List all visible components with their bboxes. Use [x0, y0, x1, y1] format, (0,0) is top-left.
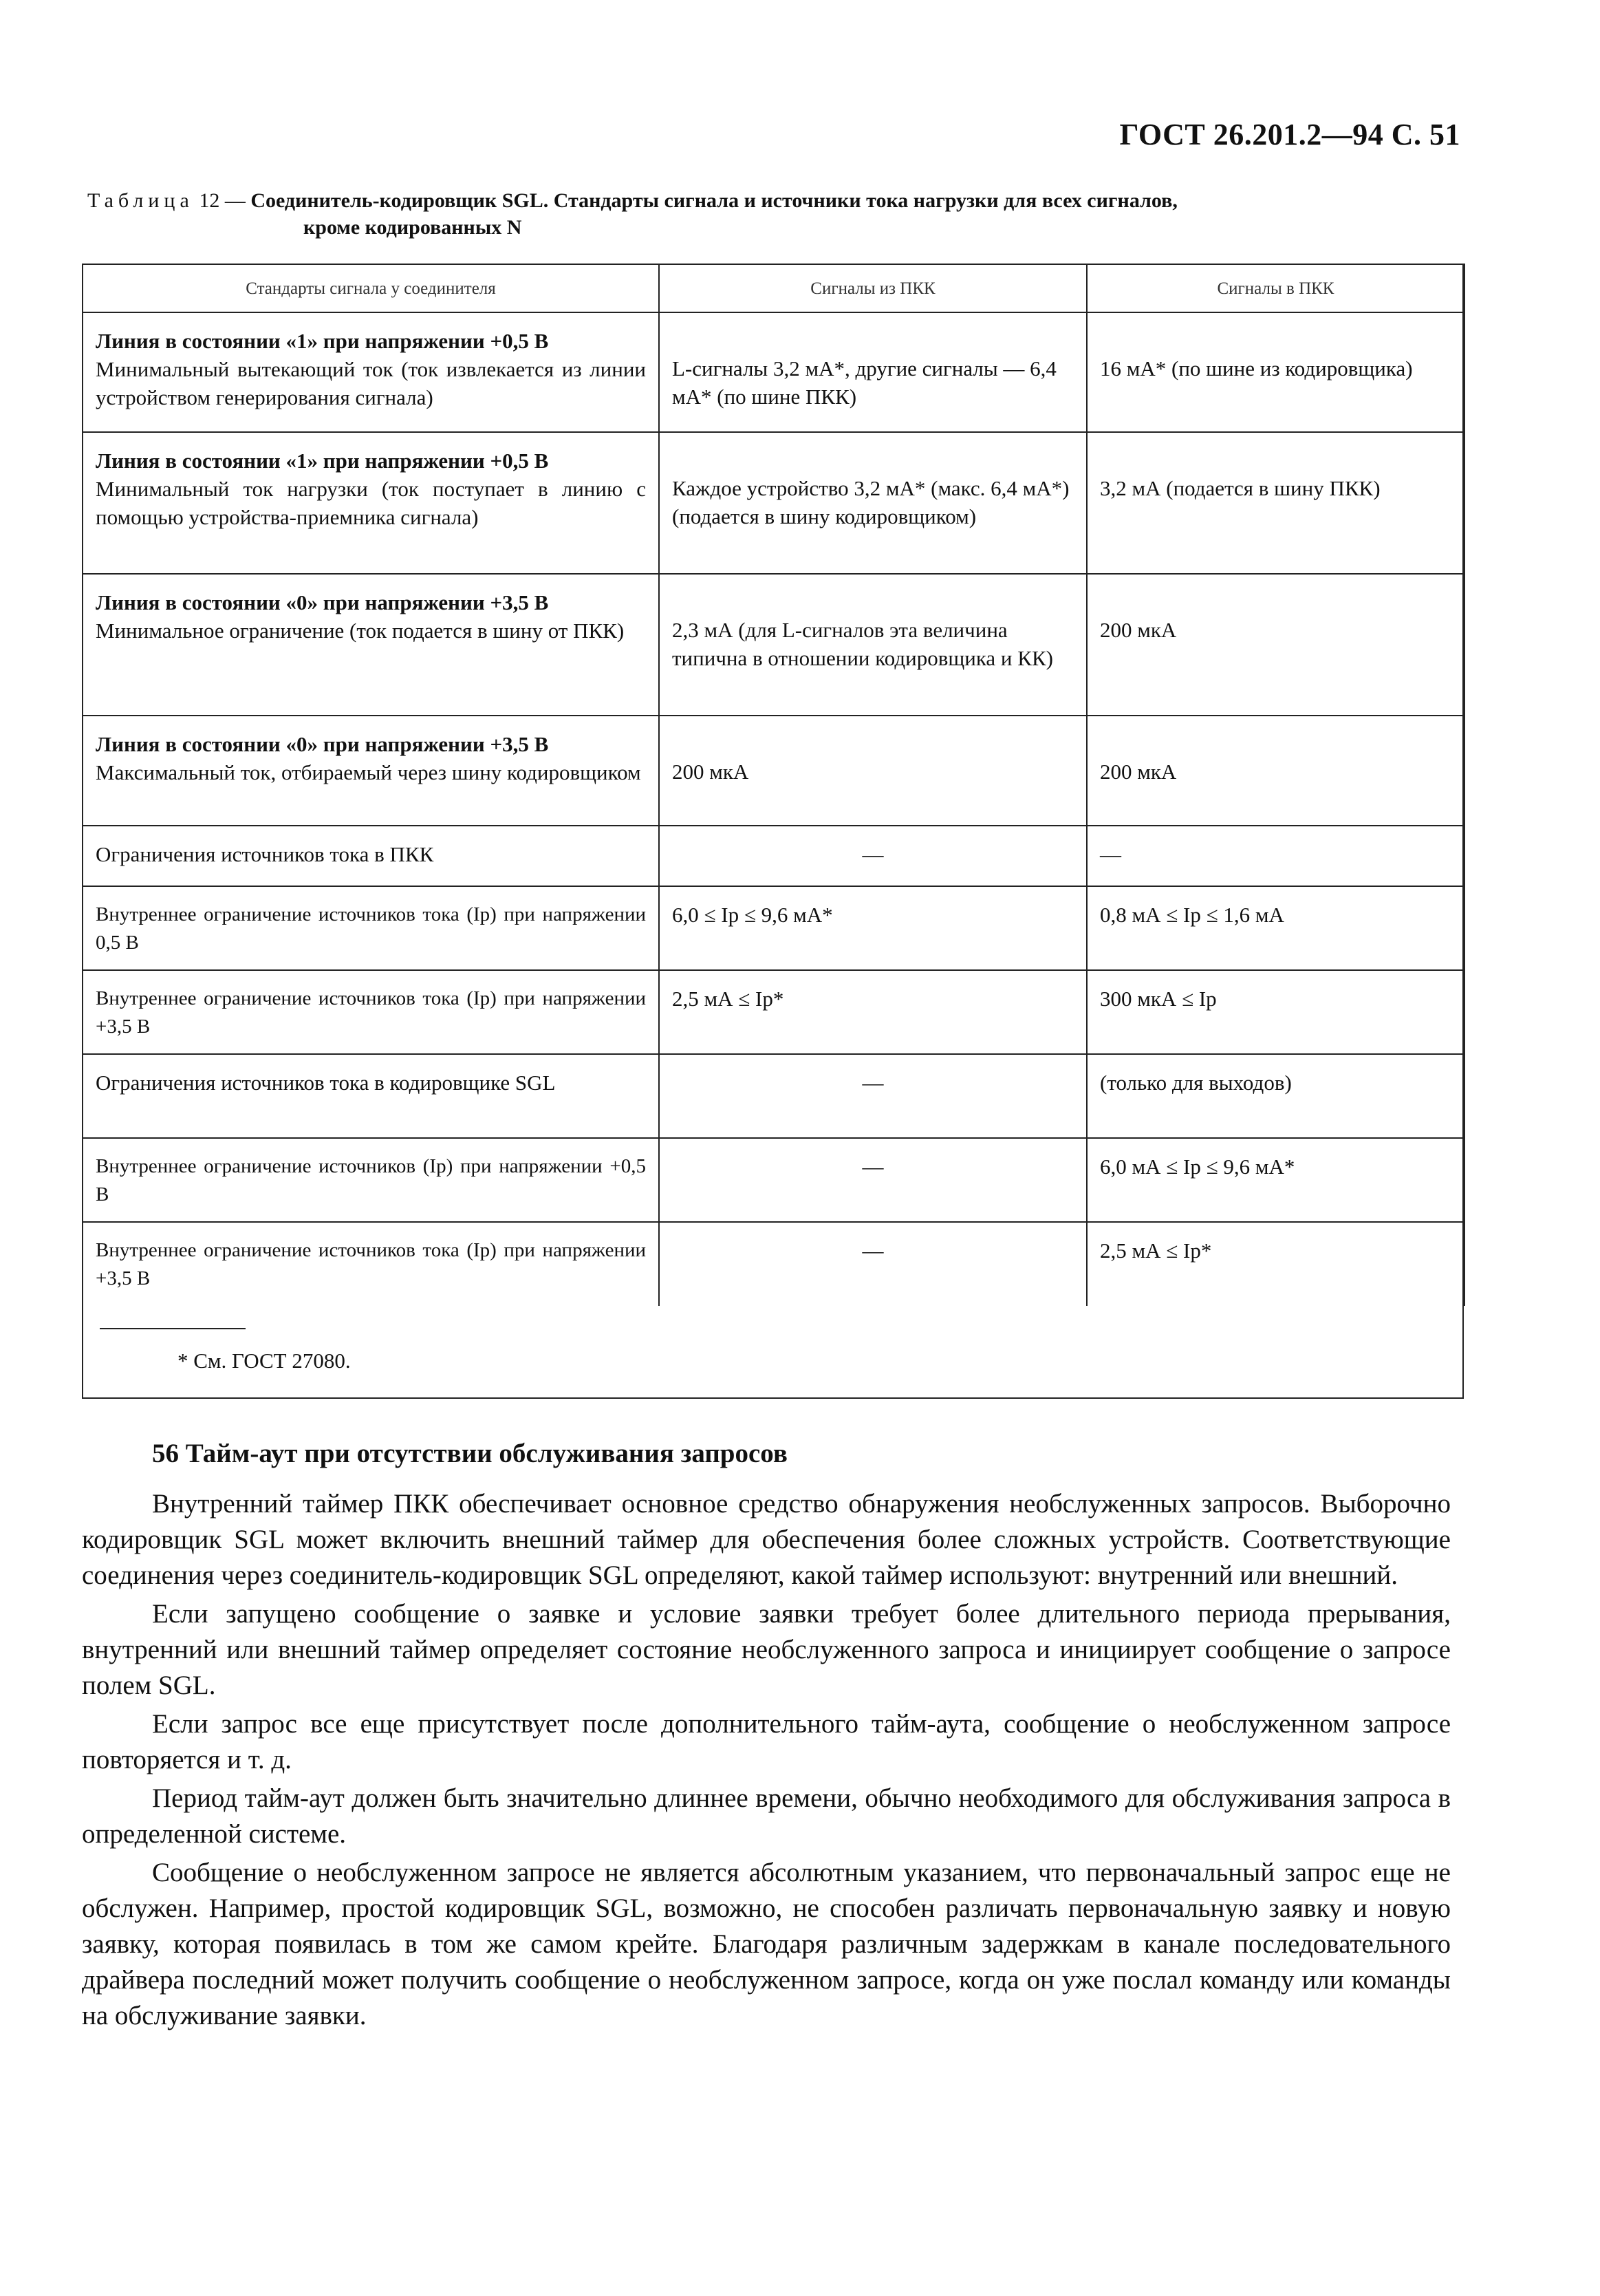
signal-table	[82, 264, 1465, 1306]
row-description: Минимальный ток нагрузки (ток поступает в линию с помощью устройства-приемника сигнала)	[96, 477, 646, 529]
row-description: Максимальный ток, отбираемый через шину кодировщиком	[96, 760, 641, 784]
page-header: ГОСТ 26.201.2—94 С. 51	[1119, 118, 1460, 151]
row-description: Ограничения источников тока в кодировщике SGL	[96, 1071, 556, 1095]
caption-title-line2: кроме кодированных N	[303, 216, 522, 239]
body-paragraph: Внутренний таймер ПКК обеспечивает основное средство обнаружения необслуженных запросов. Выборочно кодировщик SGL может включить внешний таймер для обеспечения более сложных устройств. Соответствующие соединения через соединитель-кодировщик SGL определяют, какой таймер используют: внутренний или внешний.	[82, 1489, 1451, 1590]
table-row	[83, 826, 1464, 886]
table-cell: —	[1087, 826, 1464, 886]
body-paragraph: Если запущено сообщение о заявке и условие заявки требует более длительного периода прерывания, внутренний или внешний таймер определяет состояние необслуженного запроса и инициирует сообщение о запросе полем SGL.	[82, 1599, 1451, 1700]
table-cell	[83, 574, 659, 716]
row-description: Минимальное ограничение (ток подается в шину от ПКК)	[96, 619, 625, 643]
table-row	[83, 886, 1464, 970]
table-row	[83, 1054, 1464, 1138]
table-cell: 6,0 ≤ Ip ≤ 9,6 мА*	[659, 886, 1087, 970]
table-cell	[83, 312, 659, 432]
table-frame	[82, 264, 1464, 1399]
table-cell: 2,5 мА ≤ Ip*	[659, 970, 1087, 1054]
table-cell: —	[659, 1222, 1087, 1306]
body-paragraph: Если запрос все еще присутствует после дополнительного тайм-аута, сообщение о необслуженном запросе повторяется и т. д.	[82, 1709, 1451, 1774]
row-description: Внутреннее ограничение источников тока (Ip) при напряжении 0,5 В	[96, 903, 646, 954]
table-cell: —	[659, 1138, 1087, 1222]
table-cell	[83, 970, 659, 1054]
row-description: Ограничения источников тока в ПКК	[96, 842, 434, 866]
table-row	[83, 432, 1464, 574]
row-heading: Линия в состоянии «0» при напряжении +3,5 В	[96, 732, 549, 756]
row-description: Внутреннее ограничение источников (Ip) при напряжении +0,5 В	[96, 1155, 646, 1205]
table-cell: 200 мкА	[1087, 574, 1464, 716]
caption-prefix: Таблица	[87, 189, 194, 212]
section-body	[82, 1486, 1451, 2037]
table-cell: —	[659, 1054, 1087, 1138]
table-cell	[83, 716, 659, 826]
table-cell	[83, 1222, 659, 1306]
table-cell	[83, 1138, 659, 1222]
table-cell: 200 мкА	[1087, 716, 1464, 826]
table-cell: L-сигналы 3,2 мА*, другие сигналы — 6,4 мА* (по шине ПКК)	[659, 312, 1087, 432]
table-row	[83, 1222, 1464, 1306]
table-cell: 2,5 мА ≤ Ip*	[1087, 1222, 1464, 1306]
row-description: Внутреннее ограничение источников тока (Ip) при напряжении +3,5 В	[96, 1239, 646, 1289]
table-cell	[83, 886, 659, 970]
table-footnote: * См. ГОСТ 27080.	[177, 1349, 351, 1373]
table-cell: 0,8 мА ≤ Ip ≤ 1,6 мА	[1087, 886, 1464, 970]
table-header-row	[83, 264, 1464, 312]
row-heading: Линия в состоянии «0» при напряжении +3,5 В	[96, 590, 549, 614]
row-description: Минимальный вытекающий ток (ток извлекается из линии устройством генерирования сигнала)	[96, 357, 646, 409]
caption-number: 12 —	[199, 189, 246, 212]
table-row	[83, 574, 1464, 716]
table-cell	[83, 826, 659, 886]
section-heading: 56 Тайм-аут при отсутствии обслуживания запросов	[152, 1439, 788, 1468]
row-description: Внутреннее ограничение источников тока (Ip) при напряжении +3,5 В	[96, 987, 646, 1038]
body-paragraph: Сообщение о необслуженном запросе не является абсолютным указанием, что первоначальный запрос еще не обслужен. Например, простой кодировщик SGL, возможно, не способен различать первоначальную заявку и новую заявку, которая появилась в том же самом крейте. Благодаря различным задержкам в канале последовательного драйвера последний может получить сообщение о необслуженном запросе, когда он уже послал команду или команды на обслуживание заявки.	[82, 1858, 1451, 2030]
table-cell: 300 мкА ≤ Ip	[1087, 970, 1464, 1054]
table-cell	[83, 1054, 659, 1138]
table-row	[83, 312, 1464, 432]
table-cell	[83, 432, 659, 574]
table-cell: Каждое устройство 3,2 мА* (макс. 6,4 мА*) (подается в шину кодировщиком)	[659, 432, 1087, 574]
column-header: Стандарты сигнала у соединителя	[83, 264, 659, 312]
table-cell: 2,3 мА (для L-сигналов эта величина типична в отношении кодировщика и КК)	[659, 574, 1087, 716]
table-row	[83, 970, 1464, 1054]
caption-title-line1: Соединитель-кодировщик SGL. Стандарты сигнала и источники тока нагрузки для всех сигналов,	[250, 189, 1178, 212]
table-cell: 16 мА* (по шине из кодировщика)	[1087, 312, 1464, 432]
table-caption	[87, 187, 1460, 241]
table-row	[83, 1138, 1464, 1222]
body-paragraph: Период тайм-аут должен быть значительно длиннее времени, обычно необходимого для обслуживания запроса в определенной системе.	[82, 1783, 1451, 1849]
table-cell: 3,2 мА (подается в шину ПКК)	[1087, 432, 1464, 574]
table-cell: —	[659, 826, 1087, 886]
row-heading: Линия в состоянии «1» при напряжении +0,5 В	[96, 329, 549, 353]
table-row	[83, 716, 1464, 826]
footnote-rule	[100, 1328, 246, 1329]
row-heading: Линия в состоянии «1» при напряжении +0,5 В	[96, 449, 549, 473]
column-header: Сигналы в ПКК	[1087, 264, 1464, 312]
column-header: Сигналы из ПКК	[659, 264, 1087, 312]
table-cell: (только для выходов)	[1087, 1054, 1464, 1138]
table-cell: 6,0 мА ≤ Ip ≤ 9,6 мА*	[1087, 1138, 1464, 1222]
table-cell: 200 мкА	[659, 716, 1087, 826]
